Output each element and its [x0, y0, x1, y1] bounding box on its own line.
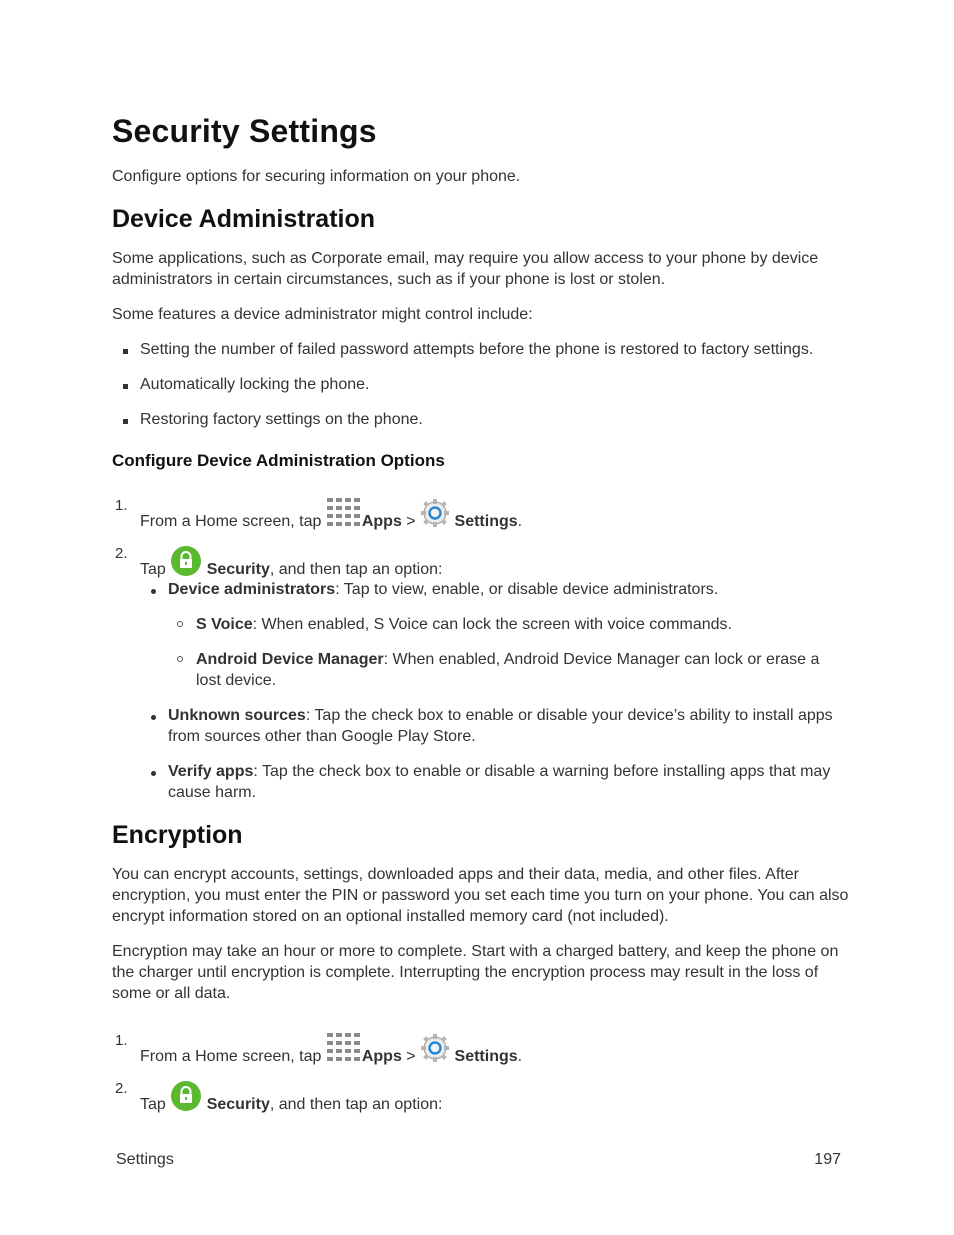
security-lock-icon [170, 1080, 202, 1112]
apps-label: Apps [361, 1048, 402, 1065]
bullet-marker [151, 589, 156, 594]
option-device-administrators [168, 579, 848, 600]
encryption-heading: Encryption [112, 821, 243, 849]
option-android-device-manager [196, 649, 846, 691]
apps-label: Apps [361, 513, 402, 530]
settings-label: Settings [454, 513, 518, 530]
option-label: Device administrators [168, 581, 336, 598]
option-desc: : When enabled, S Voice can lock the screen with voice commands. [252, 616, 732, 633]
step-1 [140, 1032, 522, 1067]
bullet-marker [151, 771, 156, 776]
device-admin-heading: Device Administration [112, 205, 376, 233]
bullet-marker [123, 349, 128, 354]
step-number: 2. [115, 1080, 128, 1097]
intro-text: Configure options for securing information on your phone. [112, 168, 521, 185]
step-2 [140, 545, 442, 580]
step-end: . [517, 1048, 523, 1065]
footer-section: Settings [116, 1151, 174, 1168]
apps-grid-icon [326, 1032, 362, 1064]
option-label: S Voice [196, 616, 253, 633]
page-number: 197 [814, 1151, 841, 1168]
bullet-marker [151, 715, 156, 720]
list-item: Restoring factory settings on the phone. [140, 411, 423, 428]
security-label: Security [206, 561, 270, 578]
page-title: Security Settings [112, 113, 377, 149]
encryption-para2: Encryption may take an hour or more to complete. Start with a charged battery, and keep the phone on the charger until encryption is complete. Interrupting the encryption process may result in the loss of some or all data. [112, 943, 839, 1002]
step-1 [140, 497, 522, 532]
sub-bullet-marker [177, 621, 183, 627]
step-2-prefix: Tap [140, 1096, 171, 1113]
option-label: Android Device Manager [196, 651, 384, 668]
step-2 [140, 1080, 442, 1115]
step-2-suffix: , and then tap an option: [269, 561, 443, 578]
apps-grid-icon [326, 497, 362, 529]
device-admin-para2: Some features a device administrator might control include: [112, 306, 533, 323]
option-desc: : When enabled, Android Device Manager can lock or erase a lost device. [196, 651, 820, 689]
step-2-suffix: , and then tap an option: [269, 1096, 443, 1113]
option-label: Unknown sources [168, 707, 306, 724]
security-label: Security [206, 1096, 270, 1113]
step-number: 1. [115, 1032, 128, 1049]
bullet-marker [123, 419, 128, 424]
list-item: Automatically locking the phone. [140, 376, 370, 393]
settings-label: Settings [454, 1048, 518, 1065]
option-label: Verify apps [168, 763, 254, 780]
step-2-prefix: Tap [140, 561, 171, 578]
sub-bullet-marker [177, 656, 183, 662]
step-number: 1. [115, 497, 128, 514]
step-number: 2. [115, 545, 128, 562]
security-lock-icon [170, 545, 202, 577]
bullet-marker [123, 384, 128, 389]
list-item: Setting the number of failed password attempts before the phone is restored to factory settings. [140, 341, 814, 358]
option-s-voice [196, 614, 846, 635]
option-verify-apps [168, 761, 848, 803]
configure-subheading: Configure Device Administration Options [112, 451, 445, 470]
settings-gear-icon [420, 498, 450, 528]
step-1-prefix: From a Home screen, tap [140, 1048, 326, 1065]
option-desc: : Tap the check box to enable or disable your device’s ability to install apps from sources other than Google Play Store. [168, 707, 833, 745]
option-desc: : Tap the check box to enable or disable a warning before installing apps that may cause harm. [168, 763, 831, 801]
settings-gear-icon [420, 1033, 450, 1063]
step-separator: > [401, 1048, 421, 1065]
step-1-prefix: From a Home screen, tap [140, 513, 326, 530]
option-desc: : Tap to view, enable, or disable device administrators. [335, 581, 719, 598]
step-separator: > [401, 513, 421, 530]
encryption-para1: You can encrypt accounts, settings, downloaded apps and their data, media, and other files. After encryption, you must enter the PIN or password you set each time you turn on your phone. You can also encrypt information stored on an optional installed memory card (not included). [112, 866, 849, 925]
option-unknown-sources [168, 705, 848, 747]
device-admin-para1: Some applications, such as Corporate email, may require you allow access to your phone by device administrators in certain circumstances, such as if your phone is lost or stolen. [112, 250, 819, 288]
step-end: . [517, 513, 523, 530]
